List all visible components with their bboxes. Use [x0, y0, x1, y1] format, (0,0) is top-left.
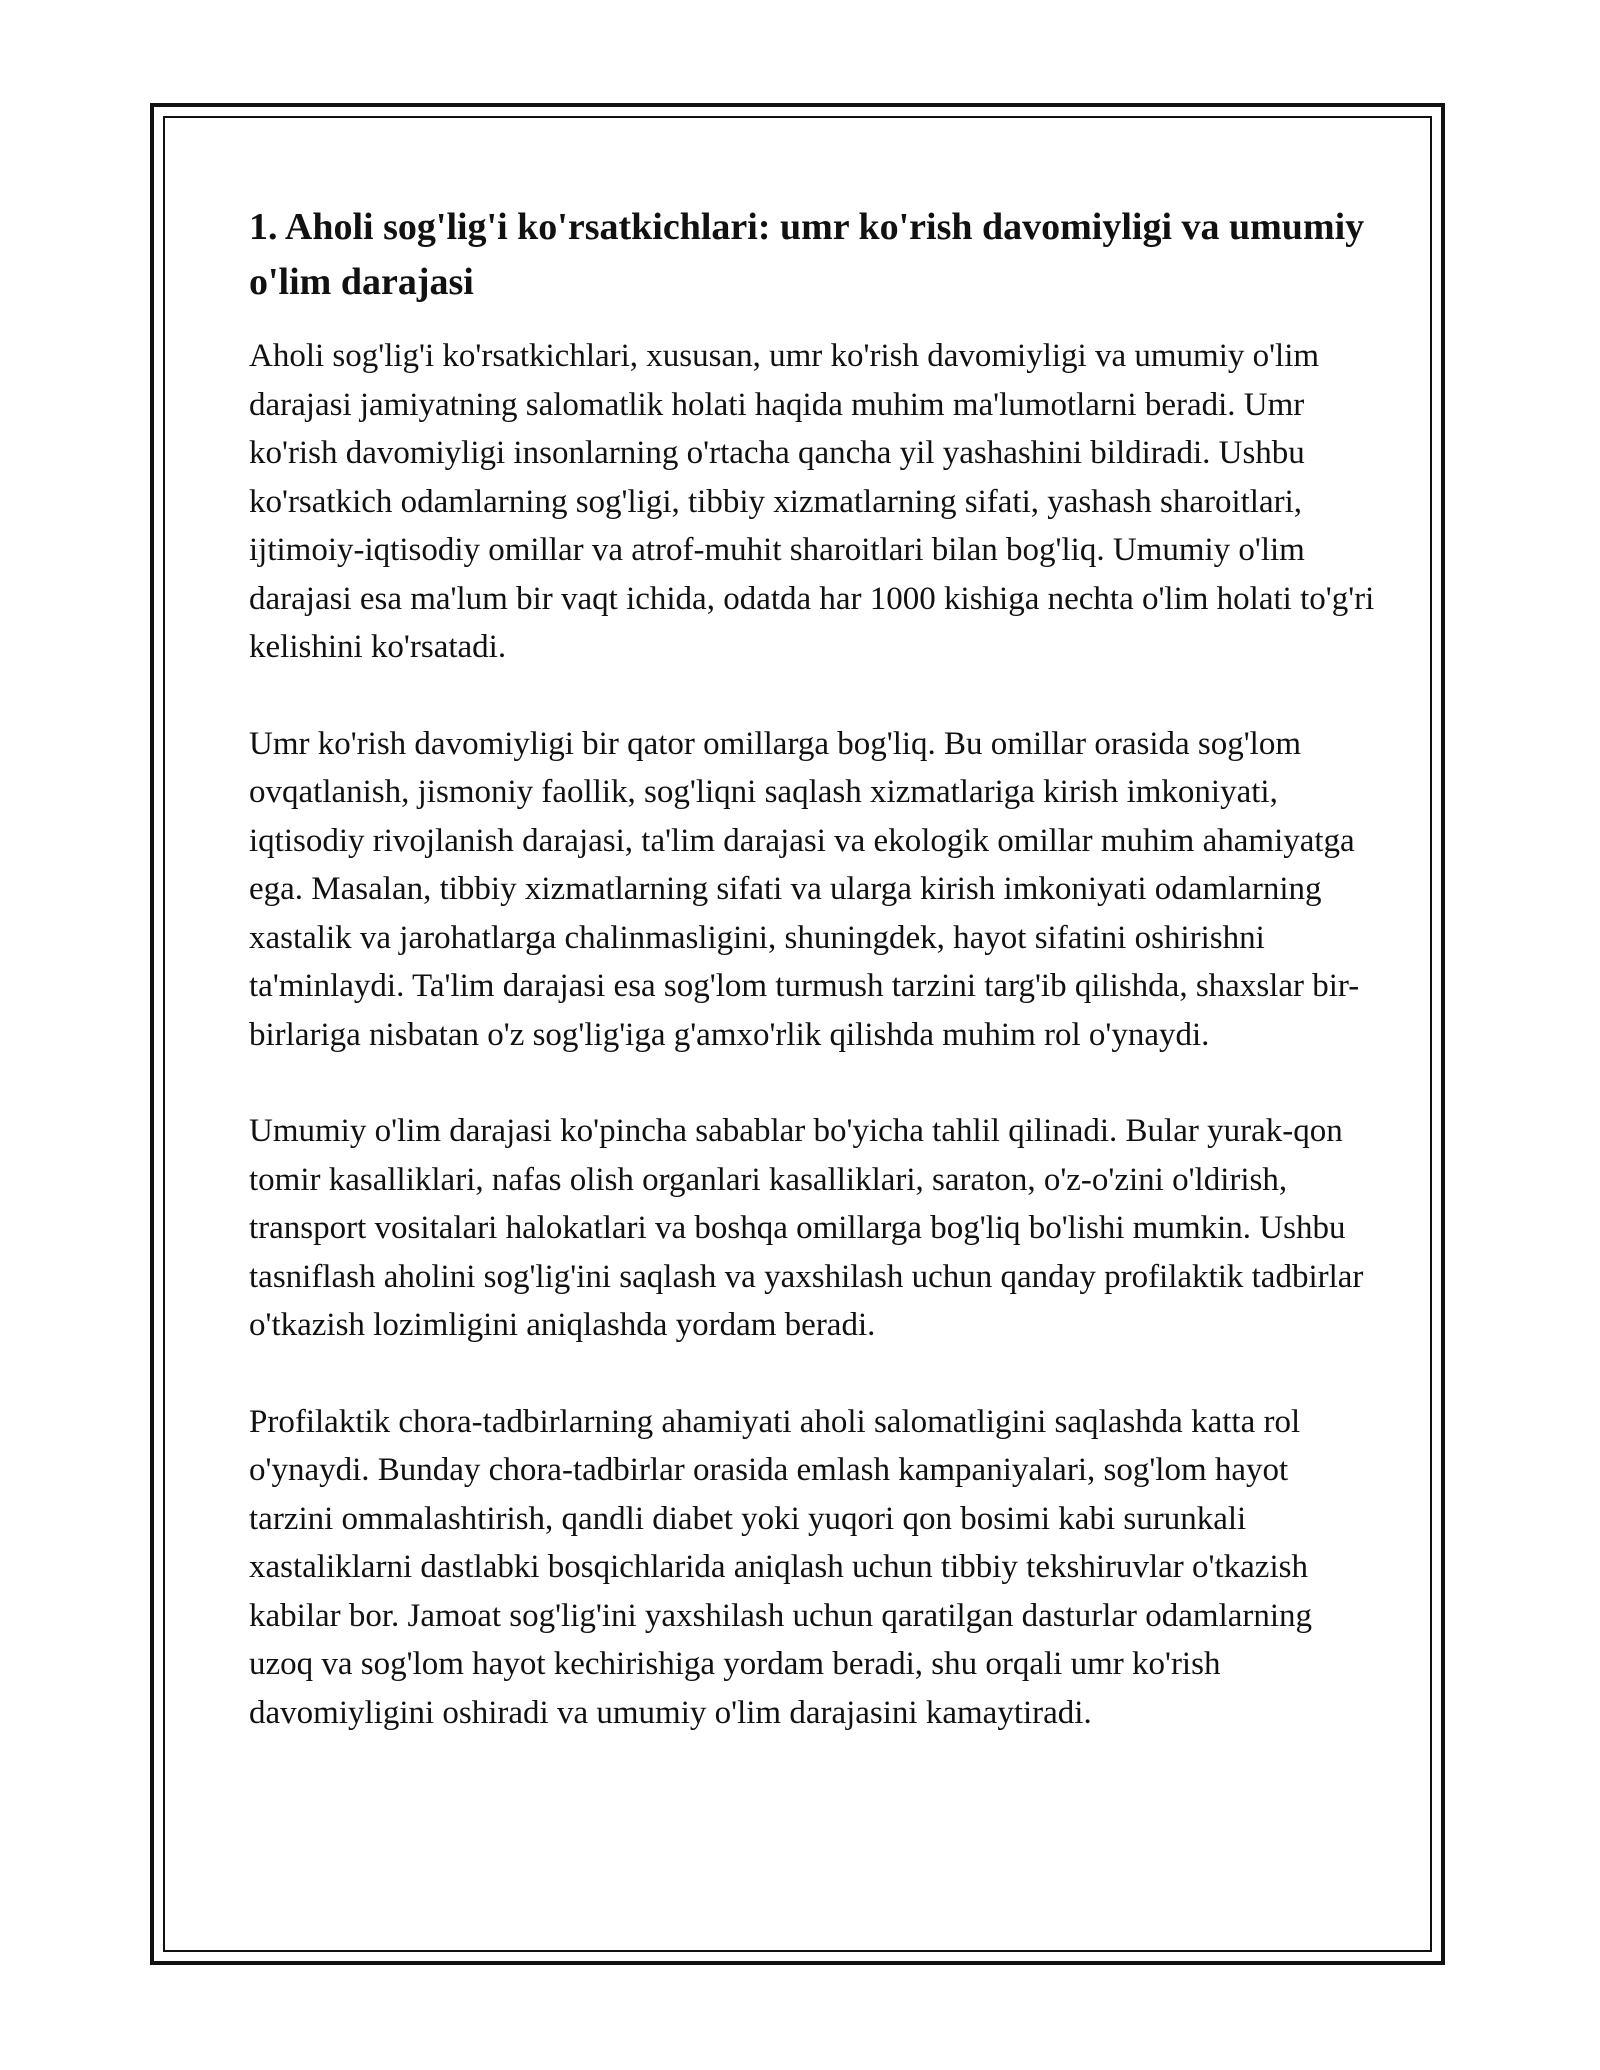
paragraph-prevention-measures: Profilaktik chora-tadbirlarning ahamiyati aholi salomatligini saqlashda katta rol o'ynaydi. Bunday chora-tadbirlar orasida emlash kampaniyalari, sog'lom hayot tarzini ommalashtirish, qandli diabet yoki yuqori qon bosimi kabi surunkali xastaliklarni dastlabki bosqichlarida aniqlash uchun tibbiy tekshiruvlar o'tkazish kabilar bor. Jamoat sog'lig'ini yaxshilash uchun qaratilgan dasturlar odamlarning uzoq va sog'lom hayot kechirishiga yordam beradi, shu orqali umr ko'rish davomiyligini oshiradi va umumiy o'lim darajasini kamaytiradi.	[249, 1403, 1313, 1731]
paragraph-life-expectancy-intro: Aholi sog'lig'i ko'rsatkichlari, xususan, umr ko'rish davomiyligi va umumiy o'lim darajasi jamiyatning salomatlik holati haqida muhim ma'lumotlarni beradi. Umr ko'rish davomiyligi insonlarning o'rtacha qancha yil yashashini bildiradi. Ushbu ko'rsatkich odamlarning sog'ligi, tibbiy xizmatlarning sifati, yashash sharoitlari, ijtimoiy-iqtisodiy omillar va atrof-muhit sharoitlari bilan bog'liq. Umumiy o'lim darajasi esa ma'lum bir vaqt ichida, odatda har 1000 kishiga nechta o'lim holati to'g'ri kelishini ko'rsatadi.	[249, 338, 1375, 665]
page-border-outer	[150, 103, 1445, 1965]
section-heading: 1. Aholi sog'lig'i ko'rsatkichlari: umr ko'rish davomiyligi va umumiy o'lim darajasi	[249, 206, 1365, 303]
page-border-inner	[163, 116, 1432, 1952]
document-body	[249, 200, 1379, 1785]
paragraph-life-expectancy-factors: Umr ko'rish davomiyligi bir qator omillarga bog'liq. Bu omillar orasida sog'lom ovqatlanish, jismoniy faollik, sog'liqni saqlash xizmatlariga kirish imkoniyati, iqtisodiy rivojlanish darajasi, ta'lim darajasi va ekologik omillar muhim ahamiyatga ega. Masalan, tibbiy xizmatlarning sifati va ularga kirish imkoniyati odamlarning xastalik va jarohatlarga chalinmasligini, shuningdek, hayot sifatini oshirishni ta'minlaydi. Ta'lim darajasi esa sog'lom turmush tarzini targ'ib qilishda, shaxslar bir-birlariga nisbatan o'z sog'lig'iga g'amxo'rlik qilishda muhim rol o'ynaydi.	[249, 725, 1360, 1053]
paragraph-mortality-causes: Umumiy o'lim darajasi ko'pincha sabablar bo'yicha tahlil qilinadi. Bular yurak-qon tomir kasalliklari, nafas olish organlari kasalliklari, saraton, o'z-o'zini o'ldirish, transport vositalari halokatlari va boshqa omillarga bog'liq bo'lishi mumkin. Ushbu tasniflash aholini sog'lig'ini saqlash va yaxshilash uchun qanday profilaktik tadbirlar o'tkazish lozimligini aniqlashda yordam beradi.	[249, 1113, 1364, 1343]
